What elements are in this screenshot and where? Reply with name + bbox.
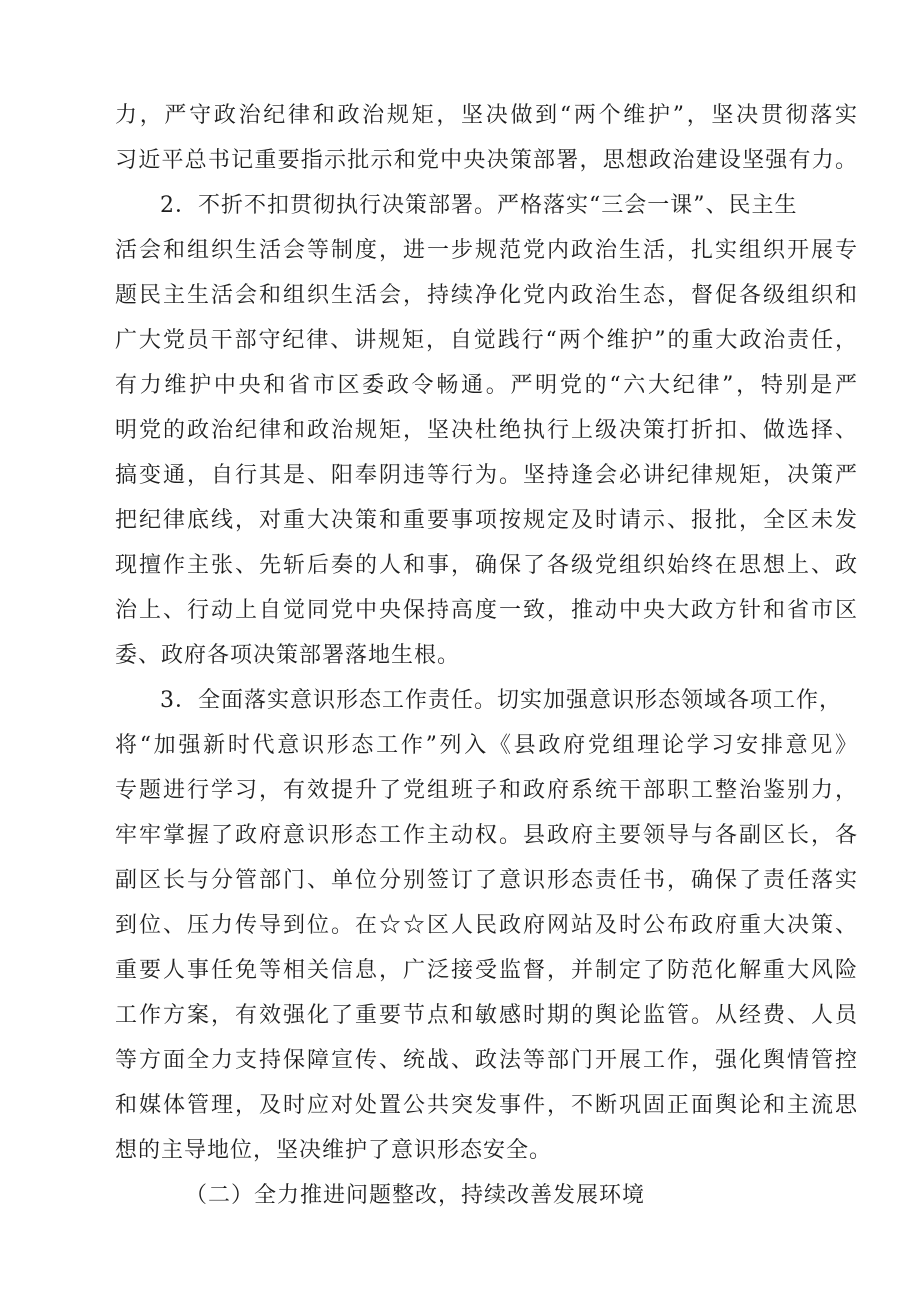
paragraph-line: 副区长与分管部门、单位分别签订了意识形态责任书，确保了责任落实 (115, 868, 857, 893)
document-page (115, 93, 857, 1218)
paragraph-line: 2．不折不扣贯彻执行决策部署。严格落实“三会一课”、民主生 (160, 193, 798, 218)
paragraph-line: 3．全面落实意识形态工作责任。切实加强意识形态领域各项工作， (160, 688, 842, 713)
paragraph-line: 专题进行学习，有效提升了党组班子和政府系统干部职工整治鉴别力， (115, 778, 857, 803)
paragraph-line: 到位、压力传导到位。在☆☆区人民政府网站及时公布政府重大决策、 (115, 913, 857, 938)
paragraph-line: 有力维护中央和省市区委政令畅通。严明党的“六大纪律”，特别是严 (115, 373, 857, 398)
paragraph-line: 习近平总书记重要指示批示和党中央决策部署，思想政治建设坚强有力。 (115, 148, 857, 173)
section-heading-block (115, 1173, 857, 1218)
paragraph-line: 想的主导地位，坚决维护了意识形态安全。 (115, 1138, 553, 1163)
paragraph-line: 现擅作主张、先斩后奏的人和事，确保了各级党组织始终在思想上、政 (115, 553, 857, 578)
paragraph-line: 搞变通，自行其是、阳奉阴违等行为。坚持逢会必讲纪律规矩，决策严 (115, 463, 857, 488)
paragraph-3 (115, 678, 857, 1173)
paragraph-1 (115, 93, 857, 183)
paragraph-line: 和媒体管理，及时应对处置公共突发事件，不断巩固正面舆论和主流思 (115, 1093, 857, 1118)
paragraph-line: 明党的政治纪律和政治规矩，坚决杜绝执行上级决策打折扣、做选择、 (115, 418, 857, 443)
paragraph-line: 工作方案，有效强化了重要节点和敏感时期的舆论监管。从经费、人员 (115, 1003, 857, 1028)
paragraph-line: 等方面全力支持保障宣传、统战、政法等部门开展工作，强化舆情管控 (115, 1048, 857, 1073)
paragraph-line: 把纪律底线，对重大决策和重要事项按规定及时请示、报批，全区未发 (115, 508, 857, 533)
paragraph-line: 题民主生活会和组织生活会，持续净化党内政治生态，督促各级组织和 (115, 283, 857, 308)
paragraph-line: 治上、行动上自觉同党中央保持高度一致，推动中央大政方针和省市区 (115, 598, 857, 623)
paragraph-line: 牢牢掌握了政府意识形态工作主动权。县政府主要领导与各副区长，各 (115, 823, 857, 848)
paragraph-line: 力，严守政治纪律和政治规矩，坚决做到“两个维护”，坚决贯彻落实 (115, 103, 857, 128)
paragraph-2 (115, 183, 857, 678)
paragraph-line: 活会和组织生活会等制度，进一步规范党内政治生活，扎实组织开展专 (115, 238, 857, 263)
paragraph-line: 将“加强新时代意识形态工作”列入《县政府党组理论学习安排意见》 (115, 733, 857, 758)
paragraph-line: 重要人事任免等相关信息，广泛接受监督，并制定了防范化解重大风险 (115, 958, 857, 983)
paragraph-line: 委、政府各项决策部署落地生根。 (115, 643, 461, 668)
section-heading: （二）全力推进问题整改，持续改善发展环境 (185, 1183, 646, 1208)
paragraph-line: 广大党员干部守纪律、讲规矩，自觉践行“两个维护”的重大政治责任， (115, 328, 857, 353)
